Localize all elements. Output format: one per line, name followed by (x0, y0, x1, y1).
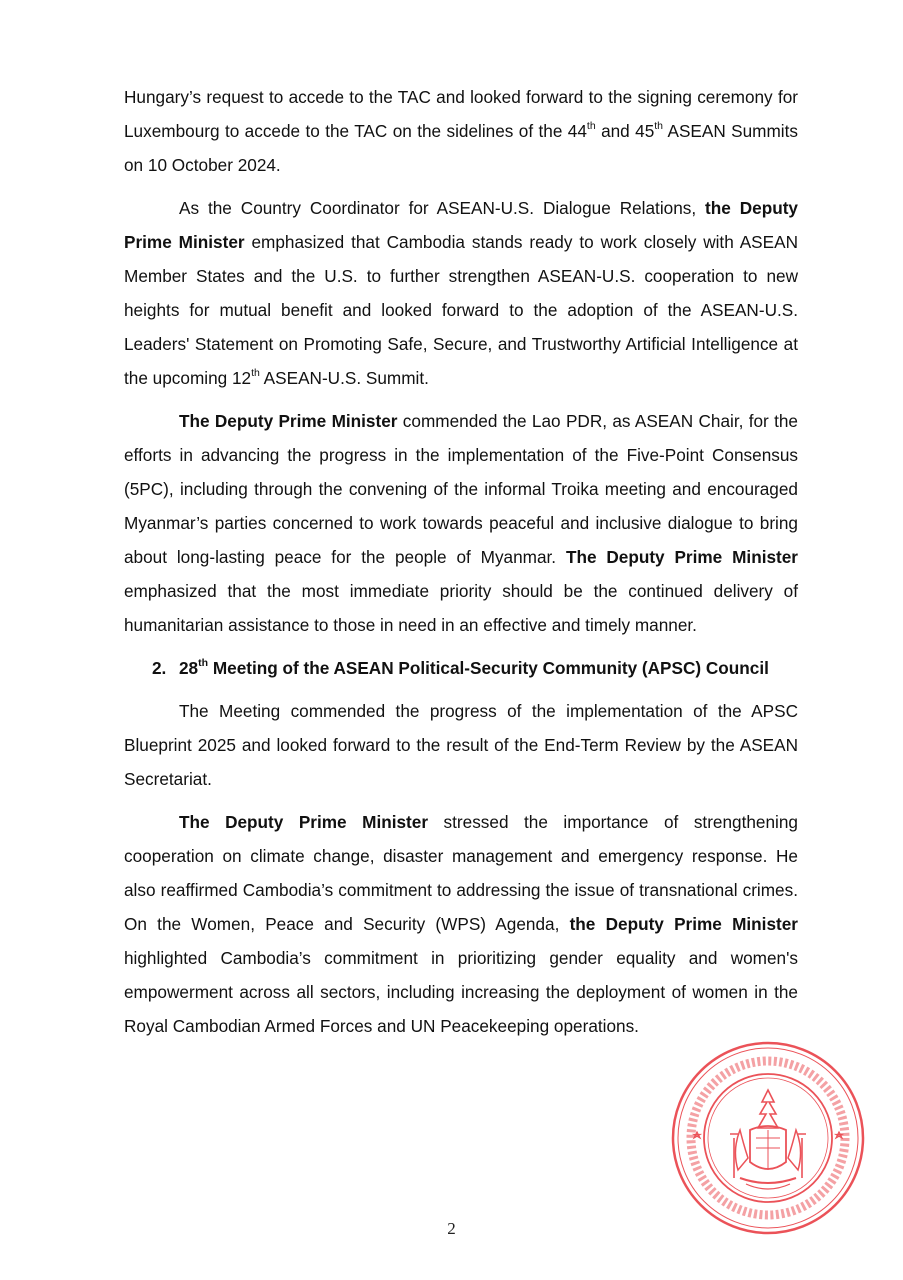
text-run: Hungary’s request to accede to the TAC and looked forward to the signing ceremony for Luxembourg to accede to the TAC on the sidelines of the 44 (124, 87, 798, 141)
paragraph-climate-wps (124, 805, 798, 1043)
bold-text: The Deputy Prime Minister (565, 547, 798, 567)
seal-graphic (668, 1038, 868, 1238)
text-run: 28 (179, 658, 199, 678)
bold-text: The Deputy Prime Minister (179, 411, 398, 431)
document-body (124, 80, 798, 1043)
text-run: emphasized that the most immediate priority should be the continued delivery of humanitarian assistance to those in need in an effective and timely manner. (124, 581, 798, 635)
text-run: and 45 (595, 121, 655, 141)
paragraph-asean-us (124, 191, 798, 395)
text-run: As the Country Coordinator for ASEAN-U.S. Dialogue Relations, (179, 198, 706, 218)
text-run: The Meeting commended the progress of the implementation of the APSC Blueprint 2025 and looked forward to the result of the End-Term Review by the ASEAN Secretariat. (124, 701, 798, 789)
section-number: 2. (152, 658, 167, 678)
official-seal-icon (668, 1038, 868, 1238)
text-run: ASEAN-U.S. Summit. (259, 368, 429, 388)
paragraph-apsc-blueprint (124, 694, 798, 796)
section-heading-apsc (152, 651, 798, 685)
text-run: highlighted Cambodia’s commitment in prioritizing gender equality and women's empowerment across all sectors, including increasing the deployment of women in the Royal Cambodian Armed Forces and UN Peacekeeping operations. (124, 948, 798, 1036)
superscript: th (251, 367, 260, 379)
bold-text: The Deputy Prime Minister (179, 812, 429, 832)
text-run: ASEAN Summits on 10 October 2024. (124, 121, 798, 175)
text-run: commended the Lao PDR, as ASEAN Chair, for the efforts in advancing the progress in the implementation of the Five-Point Consensus (5PC), including through the convening of the informal Troika meeting and encouraged Myanmar’s parties concerned to work towards peaceful and inclusive dialogue to bring about long-lasting peace for the people of Myanmar. (124, 411, 798, 567)
bold-text: the Deputy Prime Minister (569, 914, 798, 934)
bold-text: the Deputy Prime Minister (124, 198, 798, 252)
superscript: th (198, 657, 209, 669)
text-run: stressed the importance of strengthening cooperation on climate change, disaster management and emergency response. He also reaffirmed Cambodia’s commitment to addressing the issue of transnational crimes. On the Women, Peace and Security (WPS) Agenda, (124, 812, 798, 934)
superscript: th (586, 120, 596, 132)
text-run: emphasized that Cambodia stands ready to work closely with ASEAN Member States and the U.S. to further strengthen ASEAN-U.S. cooperation to new heights for mutual benefit and looked forward to the adoption of the ASEAN-U.S. Leaders' Statement on Promoting Safe, Secure, and Trustworthy Artificial Intelligence at the upcoming 12 (124, 232, 798, 388)
paragraph-myanmar (124, 404, 798, 642)
text-run: Meeting of the ASEAN Political-Security Community (APSC) Council (208, 658, 769, 678)
superscript: th (654, 120, 664, 132)
page-number: 2 (447, 1219, 456, 1238)
paragraph-tac (124, 80, 798, 182)
